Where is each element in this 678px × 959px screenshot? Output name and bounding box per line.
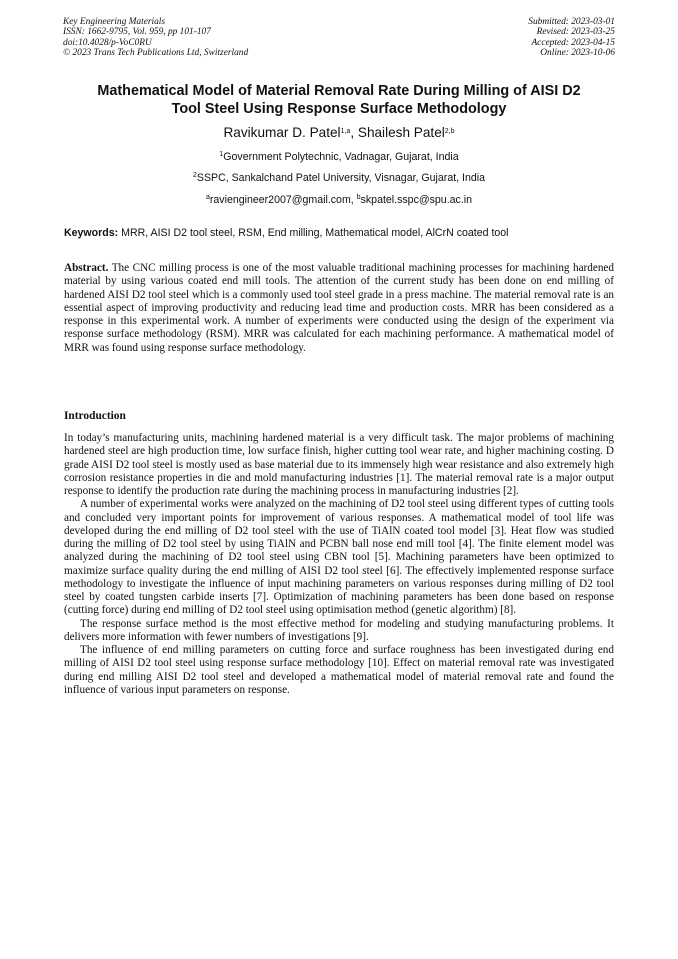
email-a-marker: a xyxy=(205,194,210,201)
intro-paragraph-1: In today’s manufacturing units, machining hardened material is a very difficult task. The major problems of machining hardened steel are high production time, low surface finish, higher cutting tool wear rate, and higher machining costing. D grade AISI D2 tool steel is mostly used as base material due to its immensely high wear resistance and also extremely high corrosion resistance properties in die and mold manufacturing industries [1]. The material removal rate is a major output response to identify the production rate during the machining process in manufacturing industries [2]. xyxy=(64,432,614,497)
keywords-label: Keywords: xyxy=(64,227,119,239)
journal-copyright: © 2023 Trans Tech Publications Ltd, Switzerland xyxy=(63,48,249,59)
affiliation-1-marker: 1 xyxy=(219,151,224,158)
affiliation-2 xyxy=(40,171,638,185)
abstract-label: Abstract. xyxy=(64,262,109,274)
author-2-marker: 2,b xyxy=(444,128,455,135)
journal-name: Key Engineering Materials xyxy=(63,17,166,27)
affiliation-1 xyxy=(40,150,638,164)
revised-date: Revised: 2023-03-25 xyxy=(536,27,615,38)
journal-issn: ISSN: 1662-9795, Vol. 959, pp 101-107 xyxy=(63,27,211,38)
author-1-marker: 1,a xyxy=(340,128,351,135)
introduction-heading: Introduction xyxy=(64,410,126,422)
author-1: Ravikumar D. Patel xyxy=(223,125,341,140)
email-b[interactable]: skpatel.sspc@spu.ac.in xyxy=(360,194,473,206)
journal-info xyxy=(63,17,248,59)
author-list xyxy=(40,124,638,142)
accepted-date: Accepted: 2023-04-15 xyxy=(531,37,615,48)
author-2: Shailesh Patel xyxy=(357,125,445,140)
submitted-date: Submitted: 2023-03-01 xyxy=(528,17,615,27)
journal-doi: doi:10.4028/p-VoC0RU xyxy=(63,37,152,48)
affiliation-2-marker: 2 xyxy=(192,172,197,179)
keywords xyxy=(64,226,620,240)
author-emails xyxy=(40,193,638,207)
intro-paragraph-3: The response surface method is the most effective method for modeling and studying manufacturing problems. It delivers more information with fewer numbers of investigations [9]. xyxy=(64,617,614,643)
title-line-2: Tool Steel Using Response Surface Methodology xyxy=(171,101,507,117)
abstract xyxy=(64,262,614,355)
keywords-text: MRR, AISI D2 tool steel, RSM, End milling, Mathematical model, AlCrN coated tool xyxy=(118,227,509,239)
author-separator: , xyxy=(350,125,358,140)
email-b-marker: b xyxy=(356,194,361,201)
title-line-1: Mathematical Model of Material Removal Rate During Milling of AISI D2 xyxy=(97,83,581,99)
affiliation-1-text: Government Polytechnic, Vadnagar, Gujarat, India xyxy=(223,151,459,163)
abstract-text: The CNC milling process is one of the most valuable traditional machining processes for machining hardened material by using various coated end mill tools. The attention of the current study has been done on end milling of hardened AISI D2 tool steel which is a commonly used tool steel grade in a press machine. The material removal rate is an essential aspect of improving productivity and reducing lead time and production costs. MRR has been considered as a response in this experimental work. A number of experiments were conducted using the design of the experiment via response surface methodology (RSM). MRR was calculated for each machining performance. A mathematical model of MRR was found using response surface methodology. xyxy=(64,262,614,354)
paper-title xyxy=(40,82,638,118)
introduction-body xyxy=(64,432,614,697)
online-date: Online: 2023-10-06 xyxy=(540,48,615,59)
intro-paragraph-2: A number of experimental works were analyzed on the machining of D2 tool steel using different types of cutting tools and concluded very important points for improvement of various responses. A mathematical model of tool life was developed during the end milling of D2 tool steel with the use of TiAlN coated tool model [3]. Heat flow was studied during the milling of D2 tool steel by using TiAlN and PCBN ball nose end mill tool [4]. The finite element model was analyzed during the machining of D2 tool steel using CBN tool [5]. Machining parameters have been optimized to maximize surface quality during the end milling of AISI D2 tool steel [6]. The effectively implemented response surface methodology to investigate the influence of input machining parameters on various responses during milling of D2 tool steel by coated tungsten carbide inserts [7]. Optimization of machining parameters has been done based on response (cutting force) during end milling of D2 tool steel using optimisation method (genetic algorithm) [8]. xyxy=(64,498,614,617)
affiliation-2-text: SSPC, Sankalchand Patel University, Visnagar, Gujarat, India xyxy=(196,172,486,184)
intro-paragraph-4: The influence of end milling parameters on cutting force and surface roughness has been investigated during end milling of AISI D2 tool steel using response surface methodology [10]. Effect on material removal rate was investigated during end milling AISI D2 tool steel and developed a mathematical model of material removal rate and found the influence of various input parameters on response. xyxy=(64,644,614,696)
email-a[interactable]: raviengineer2007@gmail.com, xyxy=(209,194,357,206)
publication-dates xyxy=(528,17,615,59)
